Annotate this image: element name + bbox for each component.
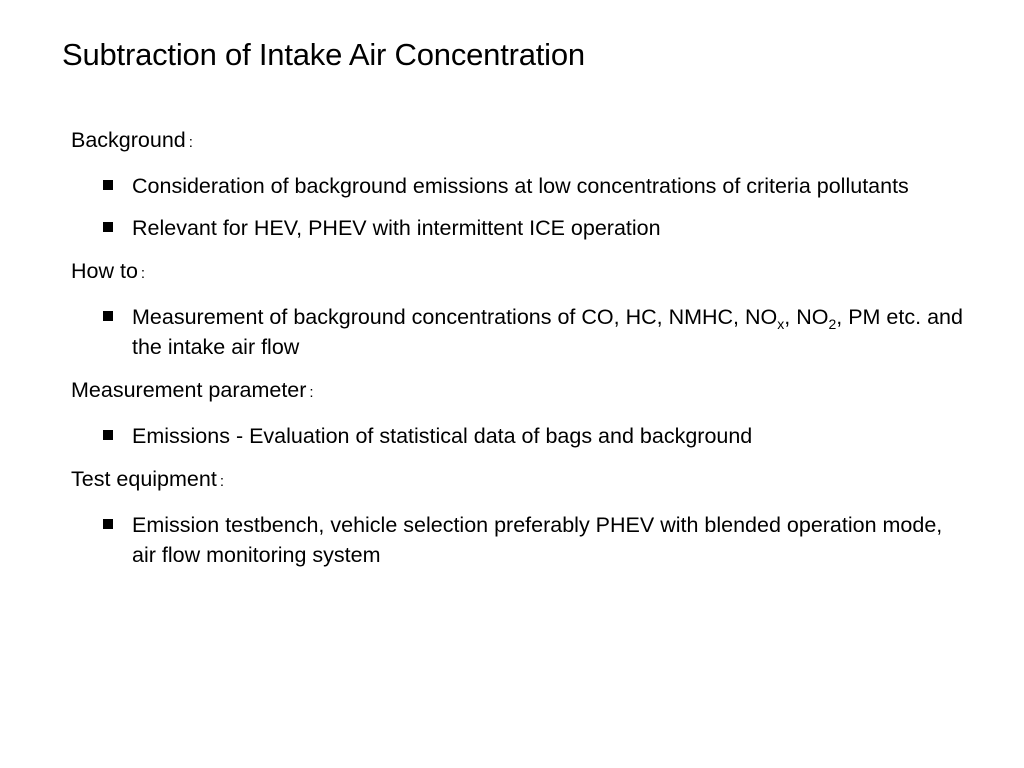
subscript-2: 2: [828, 316, 837, 332]
square-bullet-icon: [103, 222, 113, 232]
section-heading-label: Measurement parameter: [71, 378, 307, 402]
section-heading-label: How to: [71, 259, 138, 283]
square-bullet-icon: [103, 311, 113, 321]
square-bullet-icon: [103, 519, 113, 529]
slide-body: [71, 126, 971, 584]
square-bullet-icon: [103, 430, 113, 440]
bullet-text: [132, 305, 963, 359]
bullet-text: Emission testbench, vehicle selection preferably PHEV with blended operation mode, air flow monitoring system: [132, 513, 943, 567]
bullet-list-measurement-parameter: [71, 421, 971, 451]
heading-colon: :: [140, 265, 146, 282]
bullet-text: Emissions - Evaluation of statistical data of bags and background: [132, 424, 753, 448]
section-heading-label: Test equipment: [71, 467, 217, 491]
bullet-text-part: Measurement of background concentrations of CO, HC, NMHC, NO: [132, 305, 778, 329]
heading-colon: :: [309, 384, 314, 401]
bullet-item: [71, 171, 971, 201]
bullet-list-background: [71, 171, 971, 243]
subscript-x: x: [777, 316, 785, 332]
bullet-item: [71, 421, 971, 451]
bullet-text-part: , NO: [784, 305, 829, 329]
bullet-list-test-equipment: [71, 510, 971, 570]
bullet-item: [71, 302, 971, 362]
heading-colon: :: [219, 473, 224, 490]
bullet-item: [71, 213, 971, 243]
bullet-text: Consideration of background emissions at low concentrations of criteria pollutants: [132, 174, 909, 198]
bullet-text: Relevant for HEV, PHEV with intermittent ICE operation: [132, 216, 661, 240]
section-heading-test-equipment: [71, 465, 971, 496]
bullet-list-how-to: [71, 302, 971, 362]
section-heading-how-to: [71, 257, 971, 288]
section-heading-background: [71, 126, 971, 157]
heading-colon: :: [188, 134, 193, 151]
bullet-item: [71, 510, 971, 570]
bullet-text-part: , PM etc. and the intake air flow: [132, 305, 963, 359]
section-heading-measurement-parameter: [71, 376, 971, 407]
square-bullet-icon: [103, 180, 113, 190]
slide-title: Subtraction of Intake Air Concentration: [62, 37, 585, 72]
section-heading-label: Background: [71, 128, 186, 152]
